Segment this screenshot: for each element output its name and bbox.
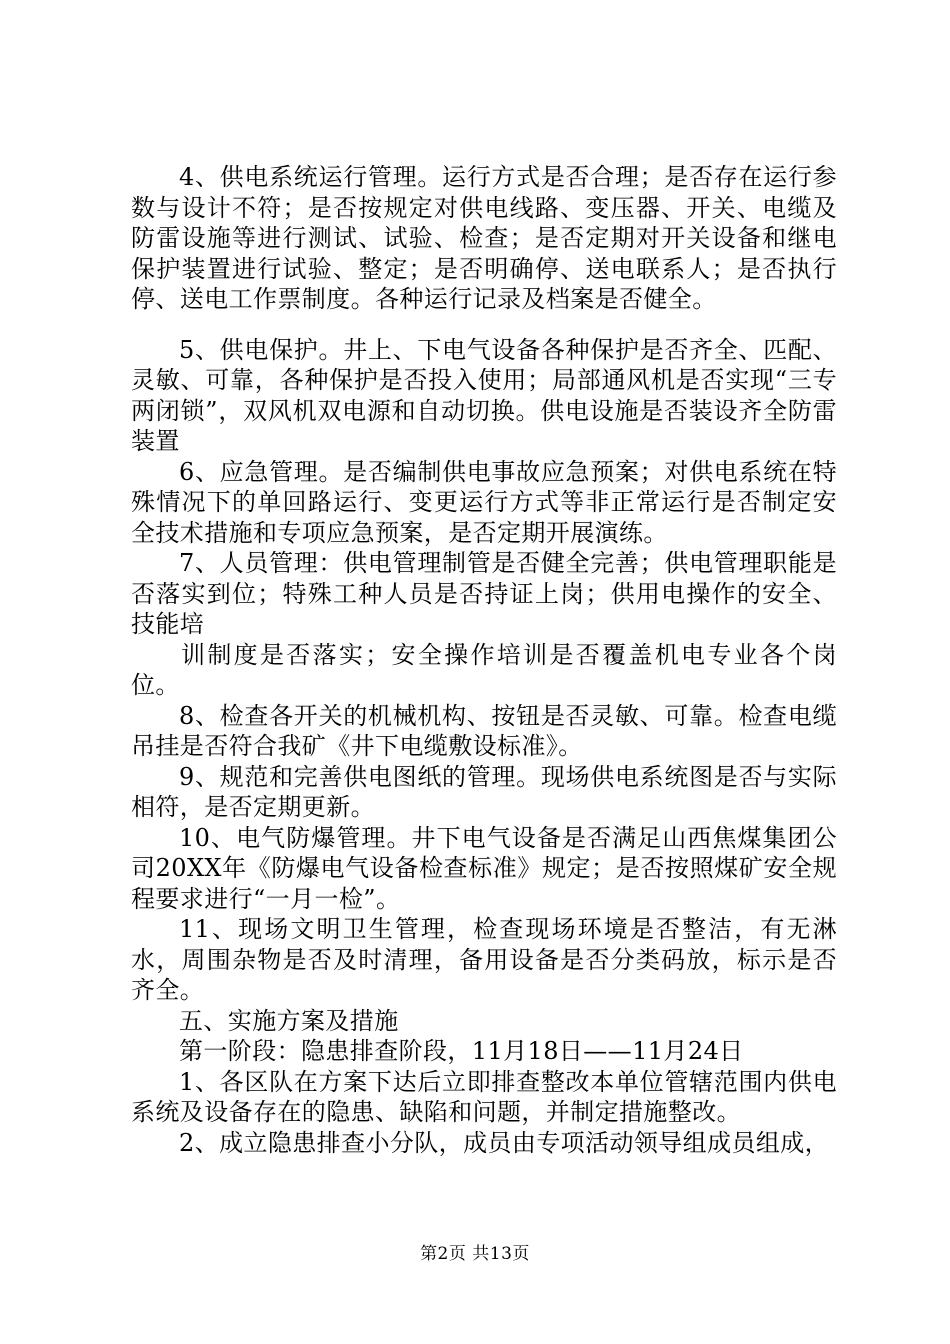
paragraph-item-5: 5、供电保护。井上、下电气设备各种保护是否齐全、匹配、灵敏、可靠，各种保护是否投入使用；局部通风机是否实现“三专两闭锁”，双风机双电源和自动切换。供电设施是否装设齐全防雷装置 bbox=[131, 335, 837, 455]
paragraph-item-11: 11、现场文明卫生管理，检查现场环境是否整洁，有无淋水，周围杂物是否及时清理，备用设备是否分类码放，标示是否齐全。 bbox=[131, 915, 837, 1004]
phase-one-item-2: 2、成立隐患排查小分队，成员由专项活动领导组成员组成， bbox=[179, 1128, 830, 1157]
document-body bbox=[131, 162, 837, 1158]
paragraph-item-7-continued: 训制度是否落实；安全操作培训是否覆盖机电专业各个岗位。 bbox=[131, 640, 837, 699]
paragraph-item-4: 4、供电系统运行管理。运行方式是否合理；是否存在运行参数与设计不符；是否按规定对供电线路、变压器、开关、电缆及防雷设施等进行测试、试验、检查；是否定期对开关设备和继电保护装置进行试验、整定；是否明确停、送电联系人；是否执行停、送电工作票制度。各种运行记录及档案是否健全。 bbox=[131, 163, 837, 313]
phase-one-heading: 第一阶段：隐患排查阶段，11月18日——11月24日 bbox=[179, 1037, 744, 1065]
page-footer: 第2页 共13页 bbox=[420, 1244, 530, 1264]
paragraph-item-6: 6、应急管理。是否编制供电事故应急预案；对供电系统在特殊情况下的单回路运行、变更运行方式等非正常运行是否制定安全技术措施和专项应急预案，是否定期开展演练。 bbox=[131, 457, 837, 547]
paragraph-item-10: 10、电气防爆管理。井下电气设备是否满足山西焦煤集团公司20XX年《防爆电气设备检查标准》规定；是否按照煤矿安全规程要求进行“一月一检”。 bbox=[131, 823, 837, 913]
phase-one-item-1: 1、各区队在方案下达后立即排查整改本单位管辖范围内供电系统及设备存在的隐患、缺陷和问题，并制定措施整改。 bbox=[131, 1067, 837, 1126]
paragraph-item-7: 7、人员管理：供电管理制管是否健全完善；供电管理职能是否落实到位；特殊工种人员是否持证上岗；供用电操作的安全、技能培 bbox=[131, 549, 837, 638]
paragraph-gap bbox=[131, 315, 837, 335]
paragraph-item-8: 8、检查各开关的机械机构、按钮是否灵敏、可靠。检查电缆吊挂是否符合我矿《井下电缆敷设标准》。 bbox=[131, 701, 837, 760]
section-heading-5: 五、实施方案及措施 bbox=[179, 1006, 399, 1035]
paragraph-item-9: 9、规范和完善供电图纸的管理。现场供电系统图是否与实际相符，是否定期更新。 bbox=[131, 762, 837, 821]
